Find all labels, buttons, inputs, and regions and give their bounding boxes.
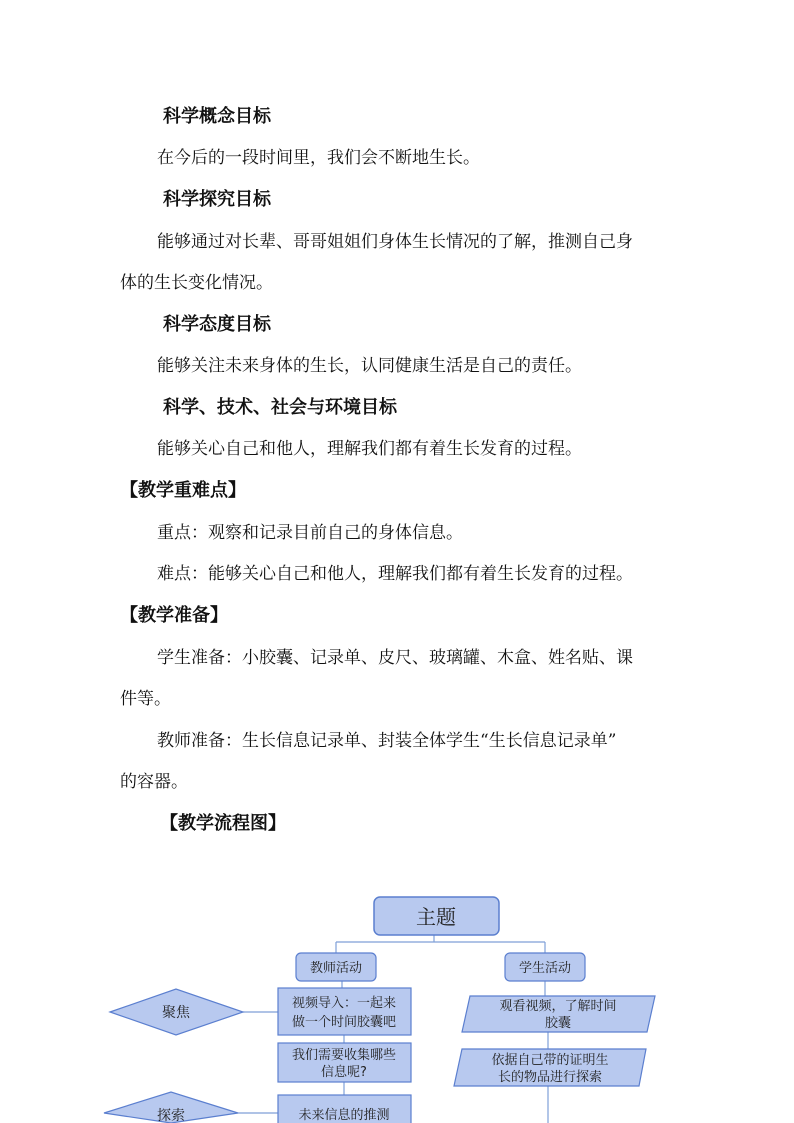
paragraph-inquiry-goal-line2: 体的生长变化情况。 — [120, 273, 273, 293]
paragraph-teacher-prep-line1: 教师准备：生长信息记录单、封装全体学生“生长信息记录单” — [157, 731, 617, 751]
student-activity-label: 学生活动 — [518, 961, 572, 976]
teacher-step2-line2: 信息呢? — [321, 1065, 367, 1080]
student-activity-box — [505, 953, 585, 981]
teacher-activity-box — [296, 953, 376, 981]
paragraph-student-prep-line1: 学生准备：小胶囊、记录单、皮尺、玻璃罐、木盒、姓名贴、课 — [157, 648, 633, 668]
heading-preparation: 【教学准备】 — [120, 605, 228, 626]
heading-sts-goal: 科学、技术、社会与环境目标 — [163, 397, 397, 418]
teacher-step-future-prediction — [278, 1095, 411, 1123]
paragraph-key-point: 重点：观察和记录目前自己的身体信息。 — [157, 523, 463, 543]
heading-flowchart: 【教学流程图】 — [160, 813, 286, 834]
heading-key-points: 【教学重难点】 — [120, 480, 246, 501]
paragraph-student-prep-line2: 件等。 — [120, 689, 171, 709]
teacher-step3-line1: 未来信息的推测 — [298, 1108, 390, 1123]
student-step1-line2: 胶囊 — [544, 1016, 572, 1031]
focus-label: 聚焦 — [162, 1005, 190, 1021]
paragraph-difficulty: 难点：能够关心自己和他人，理解我们都有着生长发育的过程。 — [157, 564, 633, 584]
paragraph-teacher-prep-line2: 的容器。 — [120, 772, 188, 792]
paragraph-inquiry-goal-line1: 能够通过对长辈、哥哥姐姐们身体生长情况的了解，推测自己身 — [157, 232, 633, 252]
teacher-step-collect-info — [278, 1043, 411, 1082]
paragraph-concept-goal: 在今后的一段时间里，我们会不断地生长。 — [157, 148, 480, 168]
teacher-step1-line1: 视频导入：一起来 — [291, 996, 397, 1011]
student-step2-line1: 依据自己带的证明生 — [491, 1053, 609, 1068]
heading-concept-goal: 科学概念目标 — [163, 106, 271, 127]
teacher-step-video-intro — [278, 988, 411, 1035]
student-step-explore-items — [454, 1049, 646, 1086]
teacher-step1-line2: 做一个时间胶囊吧 — [291, 1015, 397, 1030]
student-step-watch-video — [462, 996, 655, 1032]
focus-diamond — [110, 989, 243, 1035]
teacher-activity-label: 教师活动 — [309, 961, 363, 976]
student-step2-line2: 长的物品进行探索 — [497, 1070, 603, 1085]
topic-box — [374, 897, 499, 935]
paragraph-sts-goal: 能够关心自己和他人，理解我们都有着生长发育的过程。 — [157, 439, 582, 459]
teacher-step2-line1: 我们需要收集哪些 — [291, 1048, 397, 1063]
explore-diamond — [104, 1092, 238, 1123]
teaching-flowchart — [0, 880, 794, 1123]
paragraph-attitude-goal: 能够关注未来身体的生长，认同健康生活是自己的责任。 — [157, 356, 582, 376]
student-step1-line1: 观看视频，了解时间 — [499, 999, 617, 1014]
topic-label: 主题 — [416, 905, 456, 929]
explore-label: 探索 — [157, 1108, 185, 1123]
heading-inquiry-goal: 科学探究目标 — [163, 189, 271, 210]
heading-attitude-goal: 科学态度目标 — [163, 314, 271, 335]
